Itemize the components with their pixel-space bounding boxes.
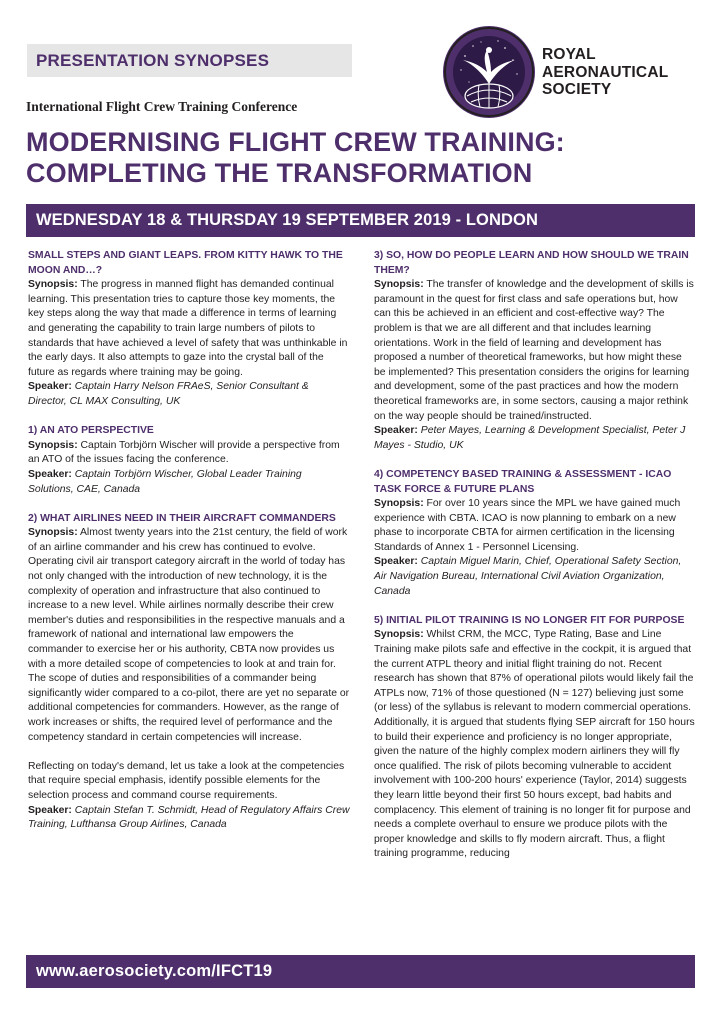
conference-name: International Flight Crew Training Conference xyxy=(26,99,298,114)
logo-line: AERONAUTICAL xyxy=(542,63,669,81)
speaker-name: Captain Harry Nelson FRAeS, Senior Consultant & Director, CL MAX Consulting, UK xyxy=(28,381,309,407)
section-heading: 3) SO, HOW DO PEOPLE LEARN AND HOW SHOULD WE TRAIN THEM? xyxy=(374,250,689,276)
title-line: MODERNISING FLIGHT CREW TRAINING: xyxy=(26,127,565,157)
speaker-text xyxy=(28,804,350,833)
speaker-name: Peter Mayes, Learning & Development Specialist, Peter J Mayes - Studio, UK xyxy=(374,425,686,451)
synopsis-section xyxy=(374,468,696,599)
section-heading: 5) INITIAL PILOT TRAINING IS NO LONGER FIT FOR PURPOSE xyxy=(374,614,685,626)
speaker-text xyxy=(374,424,696,453)
speaker-name: Captain Miguel Marin, Chief, Operational Safety Section, Air Navigation Bureau, International Civil Aviation Organization, Canada xyxy=(374,556,682,597)
synopsis-section xyxy=(28,512,350,833)
synopsis-label: Synopsis: xyxy=(28,527,78,539)
synopsis-body: Almost twenty years into the 21st century, the field of work of an airline commander and his crew has continued to evolve. Operating civil air transport category aircraft in the world of today has not only changed with the introduction of new technology, it is the complexity of operation and infrastructure that also continued to increase to a new level. While airlines normally describe their crew member's duties and responsibilities in the respective manuals and a framework of national and international law empowers the commander to exercise her or his authority, CBTA now provides us with a more detailed scope of competencies to look at and train for. The scope of duties and responsibilities of a commander being significantly wider compared to a co-pilot, there are yet no separate or additional competencies for commanders. However, as the range of work increases or shifts, the required level of performance and the competency standard in certain competencies will increase. xyxy=(28,527,350,743)
footer-url[interactable]: www.aerosociety.com/IFCT19 xyxy=(26,955,695,988)
synopsis-text xyxy=(28,278,350,380)
speaker-label: Speaker: xyxy=(28,804,72,816)
speaker-name: Captain Torbjörn Wischer, Global Leader Training Solutions, CAE, Canada xyxy=(28,468,302,495)
speaker-label: Speaker: xyxy=(28,381,72,393)
synopsis-label: Synopsis: xyxy=(28,279,78,291)
page-title xyxy=(26,127,706,189)
synopsis-body: The transfer of knowledge and the development of skills is paramount in the quest for first class and safe operations but, how can this be achieved in an efficient and cost-effective way? The problem is that we are all different and that includes learning orientations. Work in the field of learning and development has proposed a number of theoretical frameworks, but how might these be implemented? This presentation considers the origins for learning and development, some of the past practices and how the modern theoretical frameworks are, in some sectors, causing a major rethink on the way people should be trained/instructed. xyxy=(374,279,694,422)
left-column xyxy=(28,249,350,847)
speaker-text xyxy=(28,468,350,497)
synopsis-text xyxy=(28,526,350,745)
synopsis-section xyxy=(28,249,350,410)
synopsis-section xyxy=(374,249,696,453)
speaker-text xyxy=(28,380,350,409)
synopsis-label: Synopsis: xyxy=(374,629,424,641)
logo-line: ROYAL xyxy=(542,46,596,63)
synopsis-section xyxy=(28,424,350,497)
section-heading: 1) AN ATO PERSPECTIVE xyxy=(28,425,154,437)
synopsis-label: Synopsis: xyxy=(28,439,78,451)
synopsis-text xyxy=(28,439,350,468)
speaker-label: Speaker: xyxy=(374,556,418,568)
speaker-label: Speaker: xyxy=(28,468,72,480)
raes-eagle-globe-logo-icon xyxy=(443,26,535,118)
synopsis-body: For over 10 years since the MPL we have gained much experience with CBTA. ICAO is now planning to embark on a new phase to incorporate CBTA for airmen certification in the licensing Standards of Annex 1 - Personnel Licensing. xyxy=(374,498,681,553)
title-line: COMPLETING THE TRANSFORMATION xyxy=(26,158,533,188)
speaker-name: Captain Stefan T. Schmidt, Head of Regulatory Affairs Crew Training, Lufthansa Group Airlines, Canada xyxy=(28,804,350,831)
logo-line: SOCIETY xyxy=(542,81,612,98)
synopsis-continued: Reflecting on today's demand, let us take a look at the competencies that require special emphasis, identify possible elements for the selection process and command course requirements. xyxy=(28,760,345,801)
synopsis-label: Synopsis: xyxy=(374,279,424,291)
event-dates: WEDNESDAY 18 & THURSDAY 19 SEPTEMBER 2019 - LONDON xyxy=(26,204,695,237)
section-heading: 2) WHAT AIRLINES NEED IN THEIR AIRCRAFT COMMANDERS xyxy=(28,512,336,524)
right-column xyxy=(374,249,696,877)
synopsis-body: The progress in manned flight has demanded continual learning. This presentation tries to capture those key moments, the key steps along the way that made a difference in terms of learning and generating the capability to train large numbers of pilots to standards that have achieved a level of safety that was unthinkable in the early days. It also attempts to gaze into the crystal ball of the future as regards where training may be going. xyxy=(28,279,348,378)
section-tag: PRESENTATION SYNOPSES xyxy=(27,44,352,77)
synopsis-body: Whilst CRM, the MCC, Type Rating, Base and Line Training make pilots safe and effective in the cockpit, it is argued that the current ATPL theory and initial flight training do not. Recent research has shown that 87% of operational pilots would likely fail the ATPLs now, 71% of those questioned (N = 127) believing just some (or less) of the syllabus is relevant to modern commercial operations. Additionally, it is argued that students flying SEP aircraft for 150 hours to build their experience and proficiency is no longer appropriate, given the nature of the highly complex modern airliners they will fly once qualified. The risk of pilots becoming vulnerable to accident involvement with 100-200 hours' experience (Taylor, 2014) suggests they learn little beyond their first 50 hours except, bad habits and complacency. This element of training is no longer fit for purpose and needs a complete overhaul to ensure we produce pilots with the proper knowledge and skills to fly modern aircraft. Thus, a flight training programme, reducing xyxy=(374,629,695,860)
synopsis-label: Synopsis: xyxy=(374,498,424,510)
synopsis-section xyxy=(374,614,696,862)
speaker-text xyxy=(374,555,696,599)
synopsis-body: Captain Torbjörn Wischer will provide a perspective from an ATO of the issues facing the conference. xyxy=(28,439,340,466)
speaker-label: Speaker: xyxy=(374,425,418,437)
section-heading: 4) COMPETENCY BASED TRAINING & ASSESSMENT - ICAO TASK FORCE & FUTURE PLANS xyxy=(374,468,672,495)
section-heading: SMALL STEPS AND GIANT LEAPS. FROM KITTY HAWK TO THE MOON AND…? xyxy=(28,250,343,276)
synopsis-text xyxy=(374,278,696,424)
logo-wordmark xyxy=(542,46,712,99)
synopsis-text xyxy=(374,497,696,555)
synopsis-text xyxy=(374,628,696,862)
